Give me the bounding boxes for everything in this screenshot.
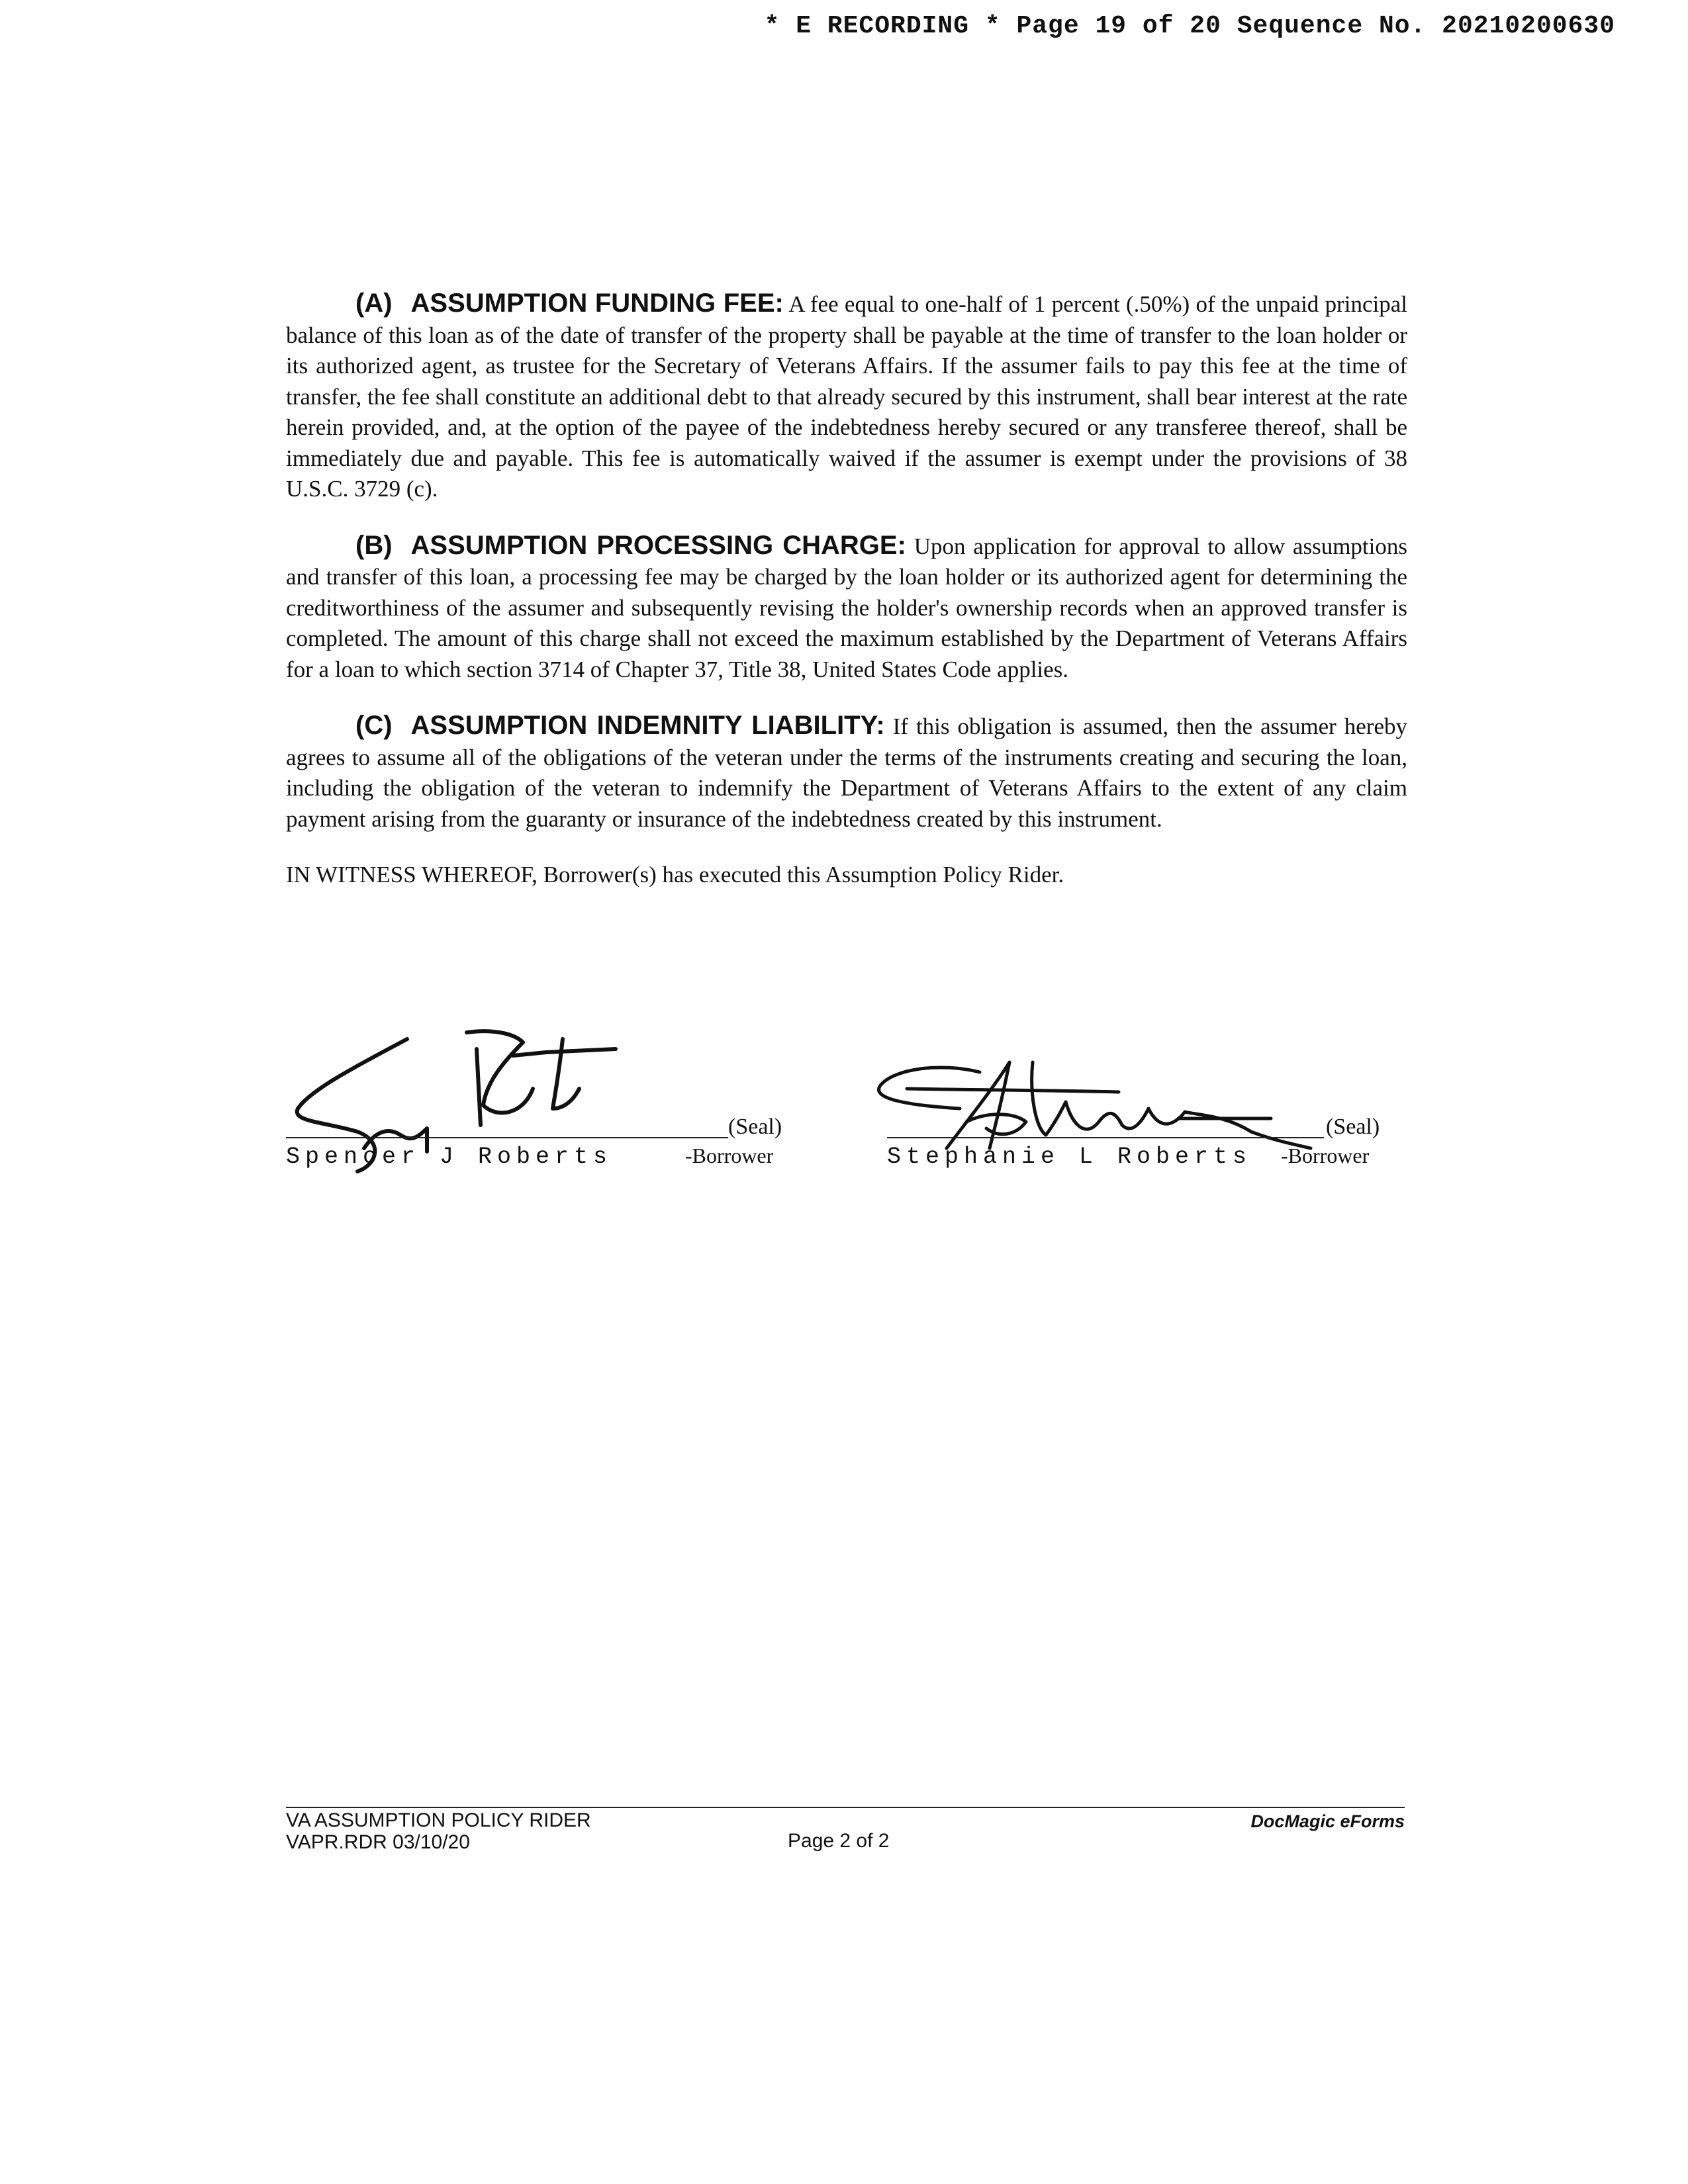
section-c-heading (355, 711, 885, 740)
borrower-name-1: Spencer J Roberts (286, 1144, 613, 1170)
footer-brand-logo: DocMagic eForms (1250, 1811, 1405, 1831)
footer-form-code: VAPR.RDR 03/10/20 (286, 1831, 470, 1853)
borrower-role-1: -Borrower (685, 1144, 774, 1167)
section-a-title: ASSUMPTION FUNDING FEE: (410, 289, 784, 318)
section-b-text: Upon application for approval to allow assumptions and transfer of this loan, a processing fee may be charged by the loan holder or its authorized agent for determining the creditworthiness of the assumer and subsequently revising the holder's ownership records when an approved transfer is completed. The amount of this charge shall not exceed the maximum established by the Department of Veterans Affairs for a loan to which section 3714 of Chapter 37, Title 38, United States Code applies. (286, 533, 1407, 682)
section-a-text: A fee equal to one-half of 1 percent (.50%) of the unpaid principal balance of this loan as of the date of transfer of the property shall be payable at the time of transfer to the loan holder or its authorized agent, as trustee for the Secretary of Veterans Affairs. If the assumer fails to pay this fee at the time of transfer, the fee shall constitute an additional debt to that already secured by this instrument, shall bear interest at the rate herein provided, and, at the option of the payee of the indebtedness hereby secured or any transferee thereof, shall be immediately due and payable. This fee is automatically waived if the assumer is exempt under the provisions of 38 U.S.C. 3729 (c). (286, 291, 1407, 502)
witness-statement: IN WITNESS WHEREOF, Borrower(s) has executed this Assumption Policy Rider. (286, 862, 1064, 887)
signature-line-1 (286, 1137, 728, 1138)
footer-rule (286, 1807, 1405, 1808)
footer-page-number: Page 2 of 2 (788, 1830, 890, 1852)
section-b-title: ASSUMPTION PROCESSING CHARGE: (410, 530, 906, 560)
seal-label-1: (Seal) (728, 1115, 782, 1139)
section-b (286, 530, 1407, 686)
section-b-letter: (B) (355, 530, 393, 560)
footer-form-info (286, 1809, 591, 1853)
section-c (286, 710, 1407, 835)
signature-line-2 (887, 1137, 1324, 1138)
recording-header: * E RECORDING * Page 19 of 20 Sequence No. 20210200630 (764, 12, 1615, 40)
footer-form-title: VA ASSUMPTION POLICY RIDER (286, 1809, 591, 1831)
borrower-name-2: Stephanie L Roberts (887, 1144, 1252, 1170)
section-c-text: If this obligation is assumed, then the assumer hereby agrees to assume all of the obligations of the veteran under the terms of the instruments creating and securing the loan, including the obligation of the veteran to indemnify the Department of Veterans Affairs to the extent of any claim payment arising from the guaranty or insurance of the indebtedness created by this instrument. (286, 713, 1407, 832)
section-c-letter: (C) (355, 711, 393, 740)
rider-body (286, 288, 1407, 916)
section-a-letter: (A) (355, 289, 393, 318)
seal-label-2: (Seal) (1326, 1115, 1380, 1139)
section-a (286, 288, 1407, 505)
borrower-role-2: -Borrower (1281, 1144, 1370, 1167)
section-a-heading (355, 289, 784, 318)
section-c-title: ASSUMPTION INDEMNITY LIABILITY: (410, 711, 885, 740)
section-b-heading (355, 531, 906, 560)
